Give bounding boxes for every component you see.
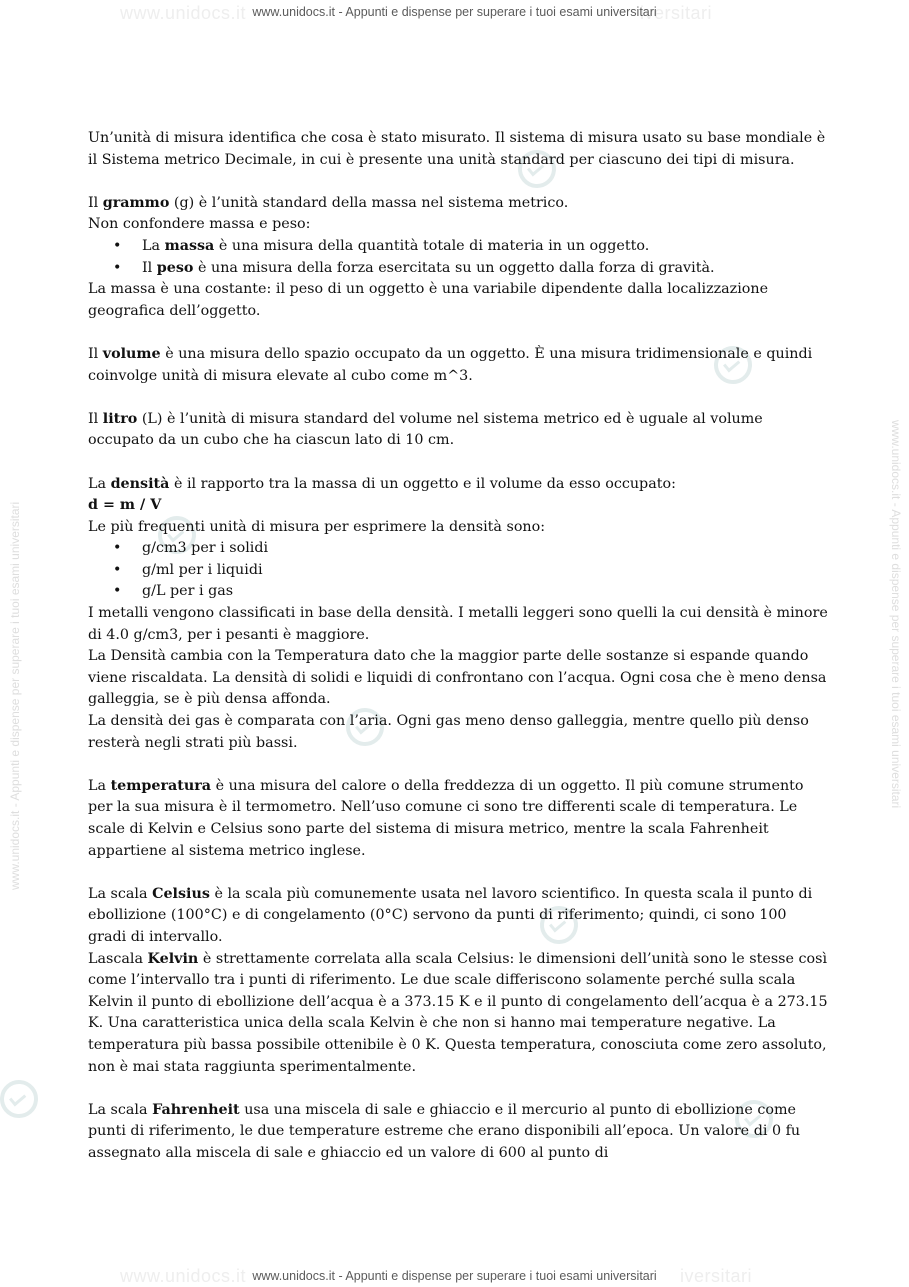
watermark-vertical-left: www.unidocs.it - Appunti e dispense per superare i tuoi esami universitari <box>8 501 22 890</box>
term-volume: volume <box>102 345 161 362</box>
page-footer: www.unidocs.it - Appunti e dispense per superare i tuoi esami universitari <box>252 1269 657 1283</box>
formula-densita: d = m / V <box>88 497 162 514</box>
watermark-text: iversitari <box>640 3 713 23</box>
paragraph-grammo: Il grammo (g) è l’unità standard della massa nel sistema metrico. <box>88 194 569 211</box>
list-item: • g/cm3 per i solidi <box>88 538 828 560</box>
list-item: • Il peso è una misura della forza esercitata su un oggetto dalla forza di gravità. <box>88 258 828 280</box>
paragraph-fahrenheit: La scala Fahrenheit usa una miscela di sale e ghiaccio e il mercurio al punto di ebollizione come punti di riferimento, le due temperature estreme che erano disponibili all’epoca. Un valore di 0 fu assegnato alla miscela di sale e ghiaccio ed un valore di 600 al punto di <box>88 1101 801 1161</box>
paragraph-densita-temperatura: La Densità cambia con la Temperatura dato che la maggior parte delle sostanze si espande quando viene riscaldata. La densità di solidi e liquidi di confrontano con l’acqua. Ogni cosa che è meno densa galleggia, se è più densa affonda. <box>88 648 827 708</box>
page-header: www.unidocs.it - Appunti e dispense per superare i tuoi esami universitari <box>252 5 657 19</box>
paragraph-kelvin: Lascala Kelvin è strettamente correlata alla scala Celsius: le dimensioni dell’unità sono le stesse così come l’intervallo tra i punti di riferimento. Le due scale differiscono solamente perché sulla scala Kelvin il punto di ebollizione dell’acqua è a 373.15 K e il punto di congelamento dell’acqua è a 273.15 K. Una caratteristica unica della scala Kelvin è che non si hanno mai temperature negative. La temperatura più bassa possibile ottenibile è 0 K. Questa temperatura, conosciuta come zero assoluto, non è mai stata raggiunta sperimentalmente. <box>88 950 828 1075</box>
term-celsius: Celsius <box>152 885 210 902</box>
paragraph-densita-gas: La densità dei gas è comparata con l’aria. Ogni gas meno denso galleggia, mentre quello più denso resterà negli strati più bassi. <box>88 713 809 751</box>
paragraph-metalli: I metalli vengono classificati in base della densità. I metalli leggeri sono quelli la cui densità è minore di 4.0 g/cm3, per i pesanti è maggiore. <box>88 605 828 643</box>
term-temperatura: temperatura <box>110 777 212 794</box>
list-unita-densita <box>88 538 828 603</box>
paragraph-volume: Il volume è una misura dello spazio occupato da un oggetto. È una misura tridimensionale e quindi coinvolge unità di misura elevate al cubo come m^3. <box>88 345 813 384</box>
term-densita: densità <box>110 475 170 492</box>
paragraph-unita-densita: Le più frequenti unità di misura per esprimere la densità sono: <box>88 518 546 535</box>
watermark-logo-icon <box>0 1072 46 1126</box>
watermark-text: www.unidocs.it <box>120 1266 247 1286</box>
watermark-text: www.unidocs.it <box>120 3 247 23</box>
paragraph-litro: Il litro (L) è l’unità di misura standard del volume nel sistema metrico ed è uguale al volume occupato da un cubo che ha ciascun lato di 10 cm. <box>88 410 763 449</box>
paragraph-massa-costante: La massa è una costante: il peso di un oggetto è una variabile dipendente dalla localizzazione geografica dell’oggetto. <box>88 281 769 319</box>
list-item: • g/L per i gas <box>88 581 828 603</box>
term-kelvin: Kelvin <box>147 950 199 967</box>
paragraph-unita-misura: Un’unità di misura identifica che cosa è stato misurato. Il sistema di misura usato su base mondiale è il Sistema metrico Decimale, in cui è presente una unità standard per ciascuno dei tipi di misura. <box>88 130 826 168</box>
document-body <box>88 128 828 1165</box>
watermark-vertical-right: www.unidocs.it - Appunti e dispense per superare i tuoi esami universitari <box>889 420 903 809</box>
list-massa-peso <box>88 236 828 279</box>
watermark-text: iversitari <box>680 1266 753 1286</box>
term-litro: litro <box>102 410 138 427</box>
list-item: • g/ml per i liquidi <box>88 560 828 582</box>
term-grammo: grammo <box>102 194 170 211</box>
paragraph-densita: La densità è il rapporto tra la massa di un oggetto e il volume da esso occupato: <box>88 475 676 492</box>
paragraph-temperatura: La temperatura è una misura del calore o della freddezza di un oggetto. Il più comune strumento per la sua misura è il termometro. Nell’uso comune ci sono tre differenti scale di temperatura. Le scale di Kelvin e Celsius sono parte del sistema di misura metrico, mentre la scala Fahrenheit appartiene al sistema metrico inglese. <box>88 777 804 859</box>
list-item: • La massa è una misura della quantità totale di materia in un oggetto. <box>88 236 828 258</box>
paragraph-massa-peso: Non confondere massa e peso: <box>88 216 311 233</box>
paragraph-celsius: La scala Celsius è la scala più comunemente usata nel lavoro scientifico. In questa scala il punto di ebollizione (100°C) e di congelamento (0°C) servono da punti di riferimento; quindi, ci sono 100 gradi di intervallo. <box>88 885 813 945</box>
term-fahrenheit: Fahrenheit <box>152 1101 240 1118</box>
